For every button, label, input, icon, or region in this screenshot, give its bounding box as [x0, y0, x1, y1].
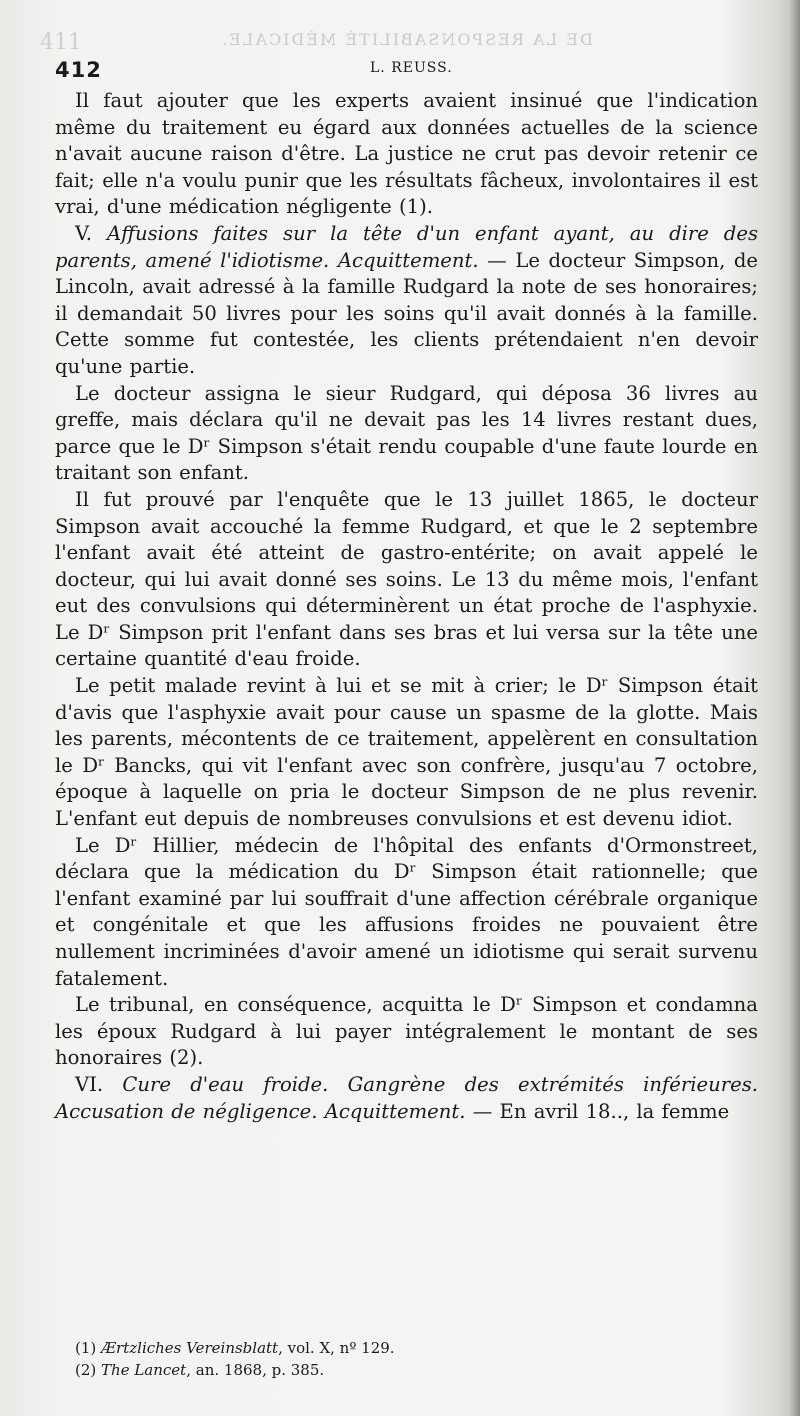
bleed-through-heading: DE LA RESPONSABILITÉ MÉDICALE. — [220, 30, 593, 49]
footnote-details: , an. 1868, p. 385. — [186, 1361, 325, 1379]
paragraph: Il fut prouvé par l'enquête que le 13 juillet 1865, le docteur Simpson avait accouché la femme Rudgard, et que le 2 septembre l'enfant avait été atteint de gastro-entérite; on avait appelé le docteur, qui lui avait donné ses soins. Le 13 du même mois, l'enfant eut des convulsions qui déterminèrent un état proche de l'asphyxie. Le Dʳ Simpson prit l'enfant dans ses bras et lui versa sur la tête une certaine quantité d'eau froide. — [55, 487, 758, 671]
page-number: 412 — [55, 58, 102, 82]
footnotes — [75, 1337, 675, 1381]
footnote-source: Ærtzliches Vereinsblatt — [101, 1339, 279, 1357]
section-number: V. — [75, 221, 92, 245]
paragraph: Le Dʳ Hillier, médecin de l'hôpital des enfants d'Ormonstreet, déclara que la médication du Dʳ Simpson était rationnelle; que l'enfant examiné par lui souffrait d'une affection cérébrale organique et congénitale et que les affusions froides ne pouvaient être nullement incriminées d'avoir amené un idiotisme qui serait survenu fatalement. — [55, 833, 758, 990]
section-title: Cure d'eau froide. Gangrène des extrémités inférieures. Accusation de négligence. Acquittement. — [55, 1072, 758, 1123]
page-header — [55, 58, 755, 84]
paragraph: Le tribunal, en conséquence, acquitta le Dʳ Simpson et condamna les époux Rudgard à lui payer intégralement le montant de ses honoraires (2). — [55, 993, 758, 1070]
page-edge-shadow — [788, 0, 800, 1416]
section-number: VI. — [75, 1072, 104, 1096]
footnote-marker: (2) — [75, 1361, 97, 1379]
section-title: Affusions faites sur la tête d'un enfant ayant, au dire des parents, amené l'idiotisme. Acquittement. — [55, 221, 759, 272]
section-text: — Le docteur Simpson, de Lincoln, avait adressé à la famille Rudgard la note de ses honoraires; il demandait 50 livres pour les soins qu'il avait donnés à la famille. Cette somme fut contestée, les clients prétendaient n'en devoir qu'une partie. — [55, 248, 758, 378]
paragraph: Il faut ajouter que les experts avaient insinué que l'indication même du traitement eu égard aux données actuelles de la science n'avait aucune raison d'être. La justice ne crut pas devoir retenir ce fait; elle n'a voulu punir que les résultats fâcheux, involontaires il est vrai, d'une médication négligente (1). — [55, 89, 758, 219]
section-text: — En avril 18.., la femme — [472, 1099, 730, 1123]
footnote — [75, 1359, 675, 1381]
paragraph: Le petit malade revint à lui et se mit à crier; le Dʳ Simpson était d'avis que l'asphyxie avait pour cause un spasme de la glotte. Mais les parents, mécontents de ce traitement, appelèrent en consultation le Dʳ Bancks, qui vit l'enfant avec son confrère, jusqu'au 7 octobre, époque à laquelle on pria le docteur Simpson de ne plus revenir. L'enfant eut depuis de nombreuses convulsions et est devenu idiot. — [55, 674, 758, 831]
footnote-source: The Lancet — [101, 1361, 187, 1379]
footnote — [75, 1337, 675, 1359]
paragraph: Le docteur assigna le sieur Rudgard, qui déposa 36 livres au greffe, mais déclara qu'il ne devait pas les 14 livres restant dues, parce que le Dʳ Simpson s'était rendu coupable d'une faute lourde en traitant son enfant. — [55, 381, 758, 485]
section-v-paragraph — [55, 221, 758, 381]
footnote-marker: (1) — [75, 1339, 97, 1357]
section-vi-paragraph — [55, 1072, 758, 1125]
footnote-details: , vol. X, nº 129. — [278, 1339, 395, 1357]
bleed-through-number: 411 — [40, 30, 82, 55]
body-text — [55, 88, 758, 1125]
running-head: L. REUSS. — [370, 60, 453, 76]
